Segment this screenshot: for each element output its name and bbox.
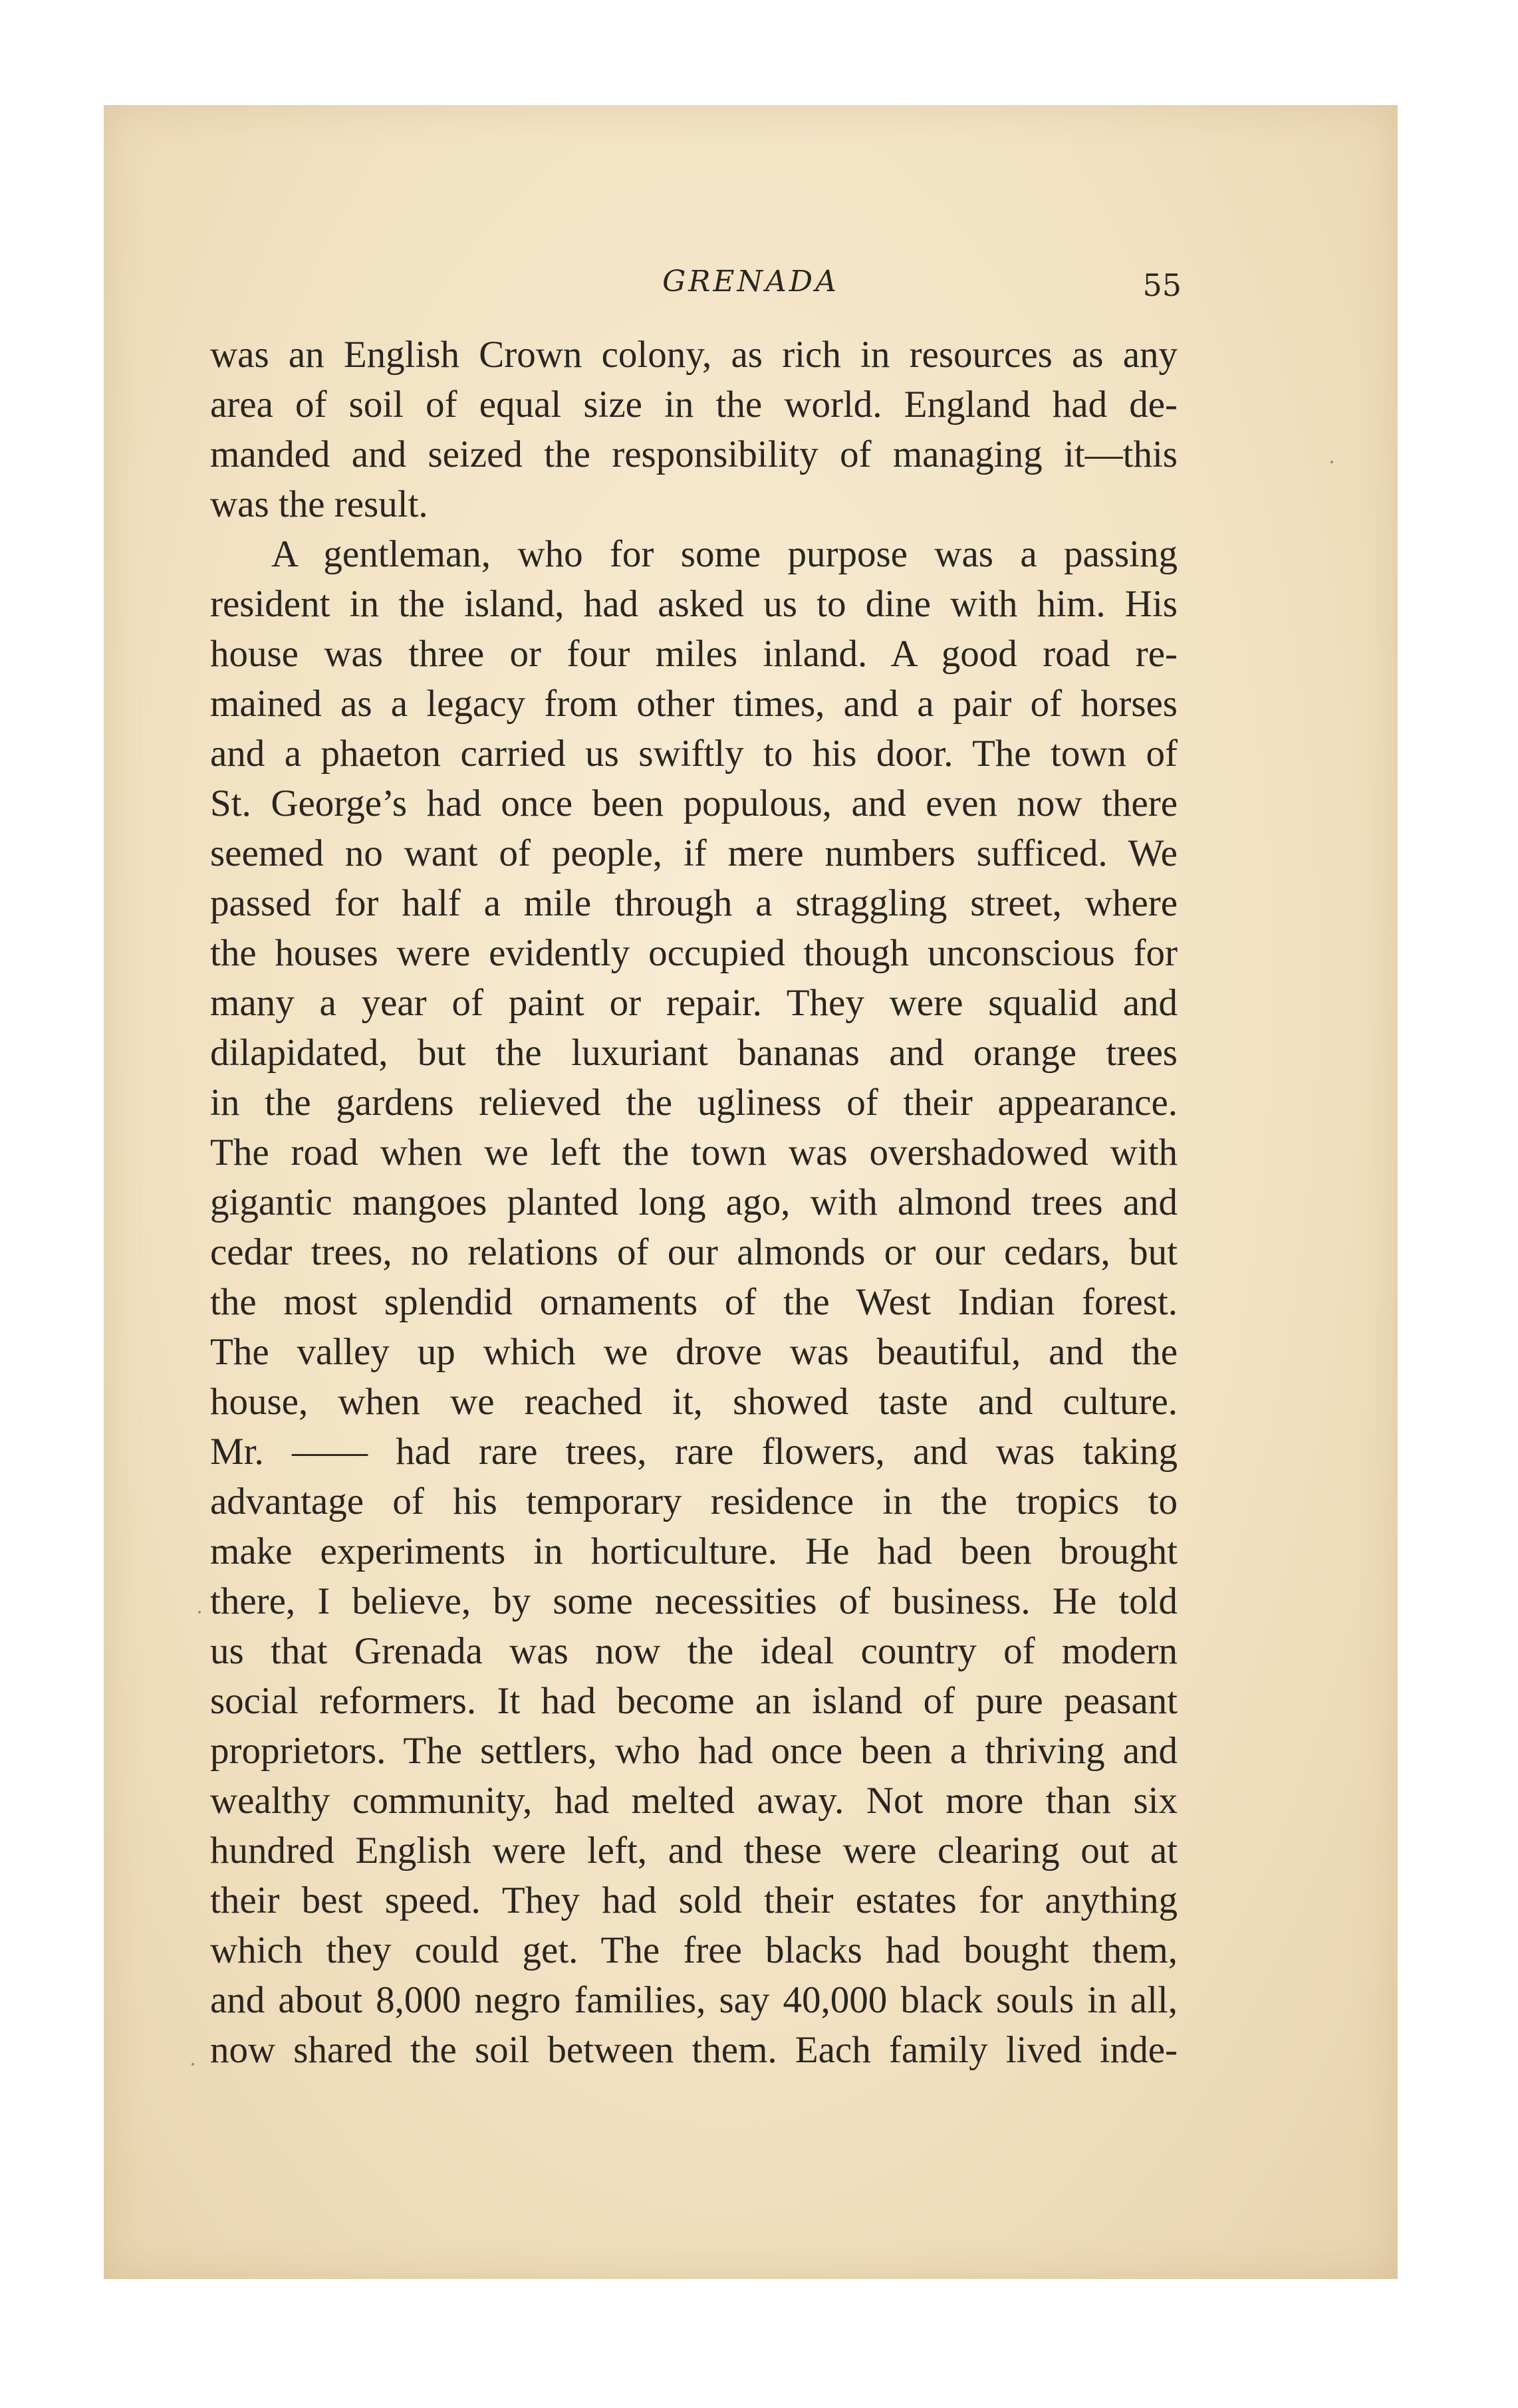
running-head bbox=[104, 259, 1398, 306]
paper-speck bbox=[198, 1611, 201, 1614]
text-line: house was three or four miles inland. A good road re- bbox=[210, 633, 1178, 675]
text-line: make experiments in horticulture. He had been brought bbox=[210, 1530, 1178, 1572]
text-line: which they could get. The free blacks had bought them, bbox=[210, 1929, 1178, 1971]
text-line: area of soil of equal size in the world. England had de- bbox=[210, 384, 1178, 425]
text-line: The valley up which we drove was beautiful, and the bbox=[210, 1331, 1178, 1373]
paper-speck bbox=[191, 2063, 194, 2066]
text-line: advantage of his temporary residence in the tropics to bbox=[210, 1481, 1178, 1522]
running-title: GRENADA bbox=[662, 265, 839, 299]
text-line: seemed no want of people, if mere numbers sufficed. We bbox=[210, 832, 1178, 874]
text-line: passed for half a mile through a straggling street, where bbox=[210, 882, 1178, 924]
text-line: there, I believe, by some necessities of business. He told bbox=[210, 1580, 1178, 1622]
text-line: was the result. bbox=[210, 483, 428, 525]
text-line: cedar trees, no relations of our almonds or our cedars, but bbox=[210, 1231, 1178, 1273]
book-page bbox=[104, 105, 1398, 2279]
text-line: gigantic mangoes planted long ago, with almond trees and bbox=[210, 1181, 1178, 1223]
text-line: dilapidated, but the luxuriant bananas and orange trees bbox=[210, 1032, 1178, 1074]
text-line: hundred English were left, and these were clearing out at bbox=[210, 1830, 1178, 1871]
body-text bbox=[210, 330, 1178, 2075]
text-line: was an English Crown colony, as rich in resources as any bbox=[210, 334, 1178, 376]
text-line: house, when we reached it, showed taste and culture. bbox=[210, 1381, 1178, 1423]
text-line: the most splendid ornaments of the West Indian forest. bbox=[210, 1281, 1178, 1323]
text-line: wealthy community, had melted away. Not more than six bbox=[210, 1780, 1178, 1822]
text-line: manded and seized the responsibility of managing it—this bbox=[210, 433, 1178, 475]
page-number: 55 bbox=[1142, 267, 1182, 303]
text-line: now shared the soil between them. Each family lived inde- bbox=[210, 2029, 1178, 2071]
text-line: St. George’s had once been populous, and even now there bbox=[210, 783, 1178, 824]
text-line: and about 8,000 negro families, say 40,000 black souls in all, bbox=[210, 1979, 1178, 2021]
text-line: proprietors. The settlers, who had once been a thriving and bbox=[210, 1730, 1178, 1772]
text-line: Mr. —— had rare trees, rare flowers, and was taking bbox=[210, 1431, 1178, 1473]
text-line: us that Grenada was now the ideal country of modern bbox=[210, 1630, 1178, 1672]
text-line: many a year of paint or repair. They were squalid and bbox=[210, 982, 1178, 1024]
text-line: in the gardens relieved the ugliness of their appearance. bbox=[210, 1082, 1178, 1124]
text-line: The road when we left the town was overshadowed with bbox=[210, 1132, 1178, 1173]
text-line: mained as a legacy from other times, and a pair of horses bbox=[210, 683, 1178, 725]
text-line: their best speed. They had sold their estates for anything bbox=[210, 1879, 1178, 1921]
text-line: the houses were evidently occupied though unconscious for bbox=[210, 932, 1178, 974]
text-line: social reformers. It had become an island of pure peasant bbox=[210, 1680, 1178, 1722]
text-line: and a phaeton carried us swiftly to his door. The town of bbox=[210, 733, 1178, 775]
text-line: resident in the island, had asked us to dine with him. His bbox=[210, 583, 1178, 625]
paragraph-start-line: A gentleman, who for some purpose was a passing bbox=[271, 533, 1178, 575]
paper-speck bbox=[1330, 461, 1333, 463]
